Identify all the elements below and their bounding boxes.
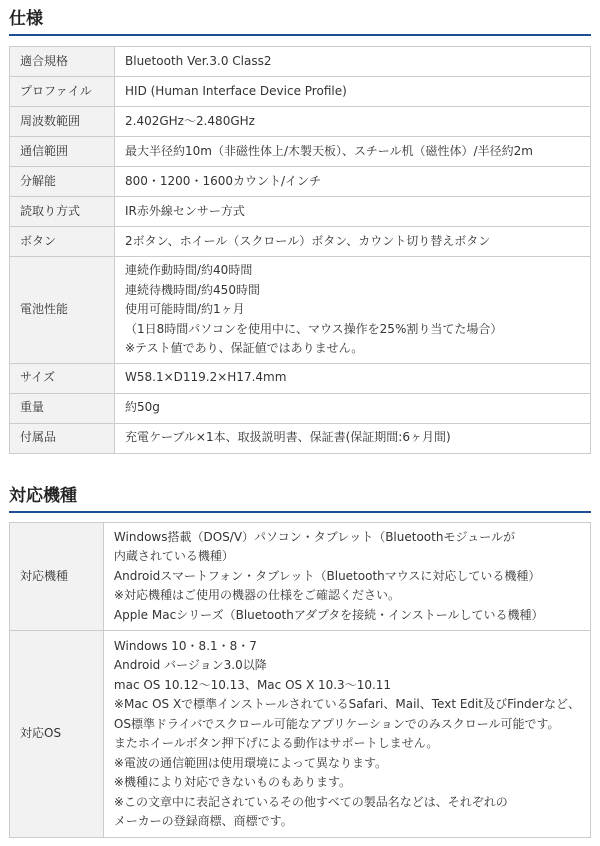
value-line: Windows 10・8.1・8・7 — [113, 638, 257, 653]
row-value — [115, 257, 591, 364]
value-line: またホイールボタン押下げによる動作はサポートしません。 — [113, 736, 439, 750]
compat-row-os — [10, 631, 591, 838]
value-line: メーカーの登録商標、商標です。 — [113, 814, 293, 828]
value-line: IR赤外線センサー方式 — [125, 203, 245, 218]
row-label: 電池性能 — [10, 257, 115, 364]
row-label: 対応OS — [10, 631, 104, 838]
row-label: サイズ — [10, 363, 115, 393]
value-line: ※Mac OS Xで標準インストールされているSafari、Mail、Text Edit及びFinderなど、 — [113, 697, 580, 711]
spec-row-sensor — [10, 197, 591, 227]
row-value — [115, 77, 591, 107]
value-line: 連続作動時間/約40時間 — [125, 263, 253, 277]
row-value — [115, 137, 591, 167]
spec-row-weight — [10, 393, 591, 423]
value-line: 最大半径約10m（非磁性体上/木製天板）、スチール机（磁性体）/半径約2m — [125, 143, 533, 158]
value-line: 2.402GHz～2.480GHz — [125, 113, 255, 128]
row-value — [115, 167, 591, 197]
row-value — [115, 227, 591, 257]
row-value — [115, 47, 591, 77]
row-value — [115, 393, 591, 423]
value-line: 約50g — [125, 400, 160, 415]
spec-row-standard — [10, 47, 591, 77]
value-line: 内蔵されている機種） — [113, 549, 234, 564]
compat-section-title: 対応機種 — [9, 485, 591, 513]
spec-row-accessories — [10, 423, 591, 453]
value-line: ※対応機種はご使用の機器の仕様をご確認ください。 — [113, 588, 400, 603]
row-value — [115, 197, 591, 227]
row-label: 付属品 — [10, 423, 115, 453]
value-line: 連続待機時間/約450時間 — [125, 282, 260, 297]
value-line: ※テスト値であり、保証値ではありません。 — [125, 341, 364, 355]
spec-row-range — [10, 137, 591, 167]
value-line: ※この文章中に表記されているその他すべての製品名などは、それぞれの — [113, 794, 508, 809]
row-label: プロファイル — [10, 77, 115, 107]
row-label: 適合規格 — [10, 47, 115, 77]
row-label: 対応機種 — [10, 523, 104, 631]
row-value — [103, 631, 590, 838]
value-line: Bluetooth Ver.3.0 Class2 — [125, 53, 272, 68]
spec-row-frequency — [10, 107, 591, 137]
row-label: 周波数範囲 — [10, 107, 115, 137]
value-line: Windows搭載（DOS/V）パソコン・タブレット（Bluetoothモジュールが — [113, 529, 515, 544]
row-label: 重量 — [10, 393, 115, 423]
spec-row-resolution — [10, 167, 591, 197]
row-label: ボタン — [10, 227, 115, 257]
value-line: Apple Macシリーズ（Bluetoothアダプタを接続・インストールしている機種） — [113, 607, 544, 622]
row-value — [103, 523, 590, 631]
spec-row-battery — [10, 257, 591, 364]
row-value — [115, 107, 591, 137]
spec-section-title: 仕様 — [9, 8, 591, 36]
value-line: 800・1200・1600カウント/インチ — [125, 173, 322, 188]
value-line: 使用可能時間/約1ヶ月 — [125, 302, 245, 316]
spec-row-profile — [10, 77, 591, 107]
value-line: 充電ケーブル×1本、取扱説明書、保証書(保証期間:6ヶ月間) — [125, 430, 451, 445]
value-line: 2ボタン、ホイール（スクロール）ボタン、カウント切り替えボタン — [125, 233, 491, 248]
value-line: W58.1×D119.2×H17.4mm — [125, 370, 287, 385]
spec-row-size — [10, 363, 591, 393]
value-line: HID (Human Interface Device Profile) — [125, 83, 347, 98]
value-line: ※電波の通信範囲は使用環境によって異なります。 — [113, 755, 388, 770]
value-line: mac OS 10.12～10.13、Mac OS X 10.3～10.11 — [113, 677, 392, 692]
compat-table — [9, 522, 591, 838]
value-line: ※機種により対応できないものもあります。 — [113, 775, 352, 789]
value-line: Androidスマートフォン・タブレット（Bluetoothマウスに対応している機種） — [113, 568, 541, 583]
row-value — [115, 363, 591, 393]
value-line: Android バージョン3.0以降 — [113, 658, 267, 672]
value-line: （1日8時間パソコンを使用中に、マウス操作を25%割り当てた場合） — [125, 321, 503, 336]
value-line: OS標準ドライバでスクロール可能なアプリケーションでのみスクロール可能です。 — [113, 716, 560, 731]
row-value — [115, 423, 591, 453]
compat-row-devices — [10, 523, 591, 631]
spec-row-buttons — [10, 227, 591, 257]
spec-table — [9, 46, 591, 454]
row-label: 分解能 — [10, 167, 115, 197]
row-label: 通信範囲 — [10, 137, 115, 167]
row-label: 読取り方式 — [10, 197, 115, 227]
